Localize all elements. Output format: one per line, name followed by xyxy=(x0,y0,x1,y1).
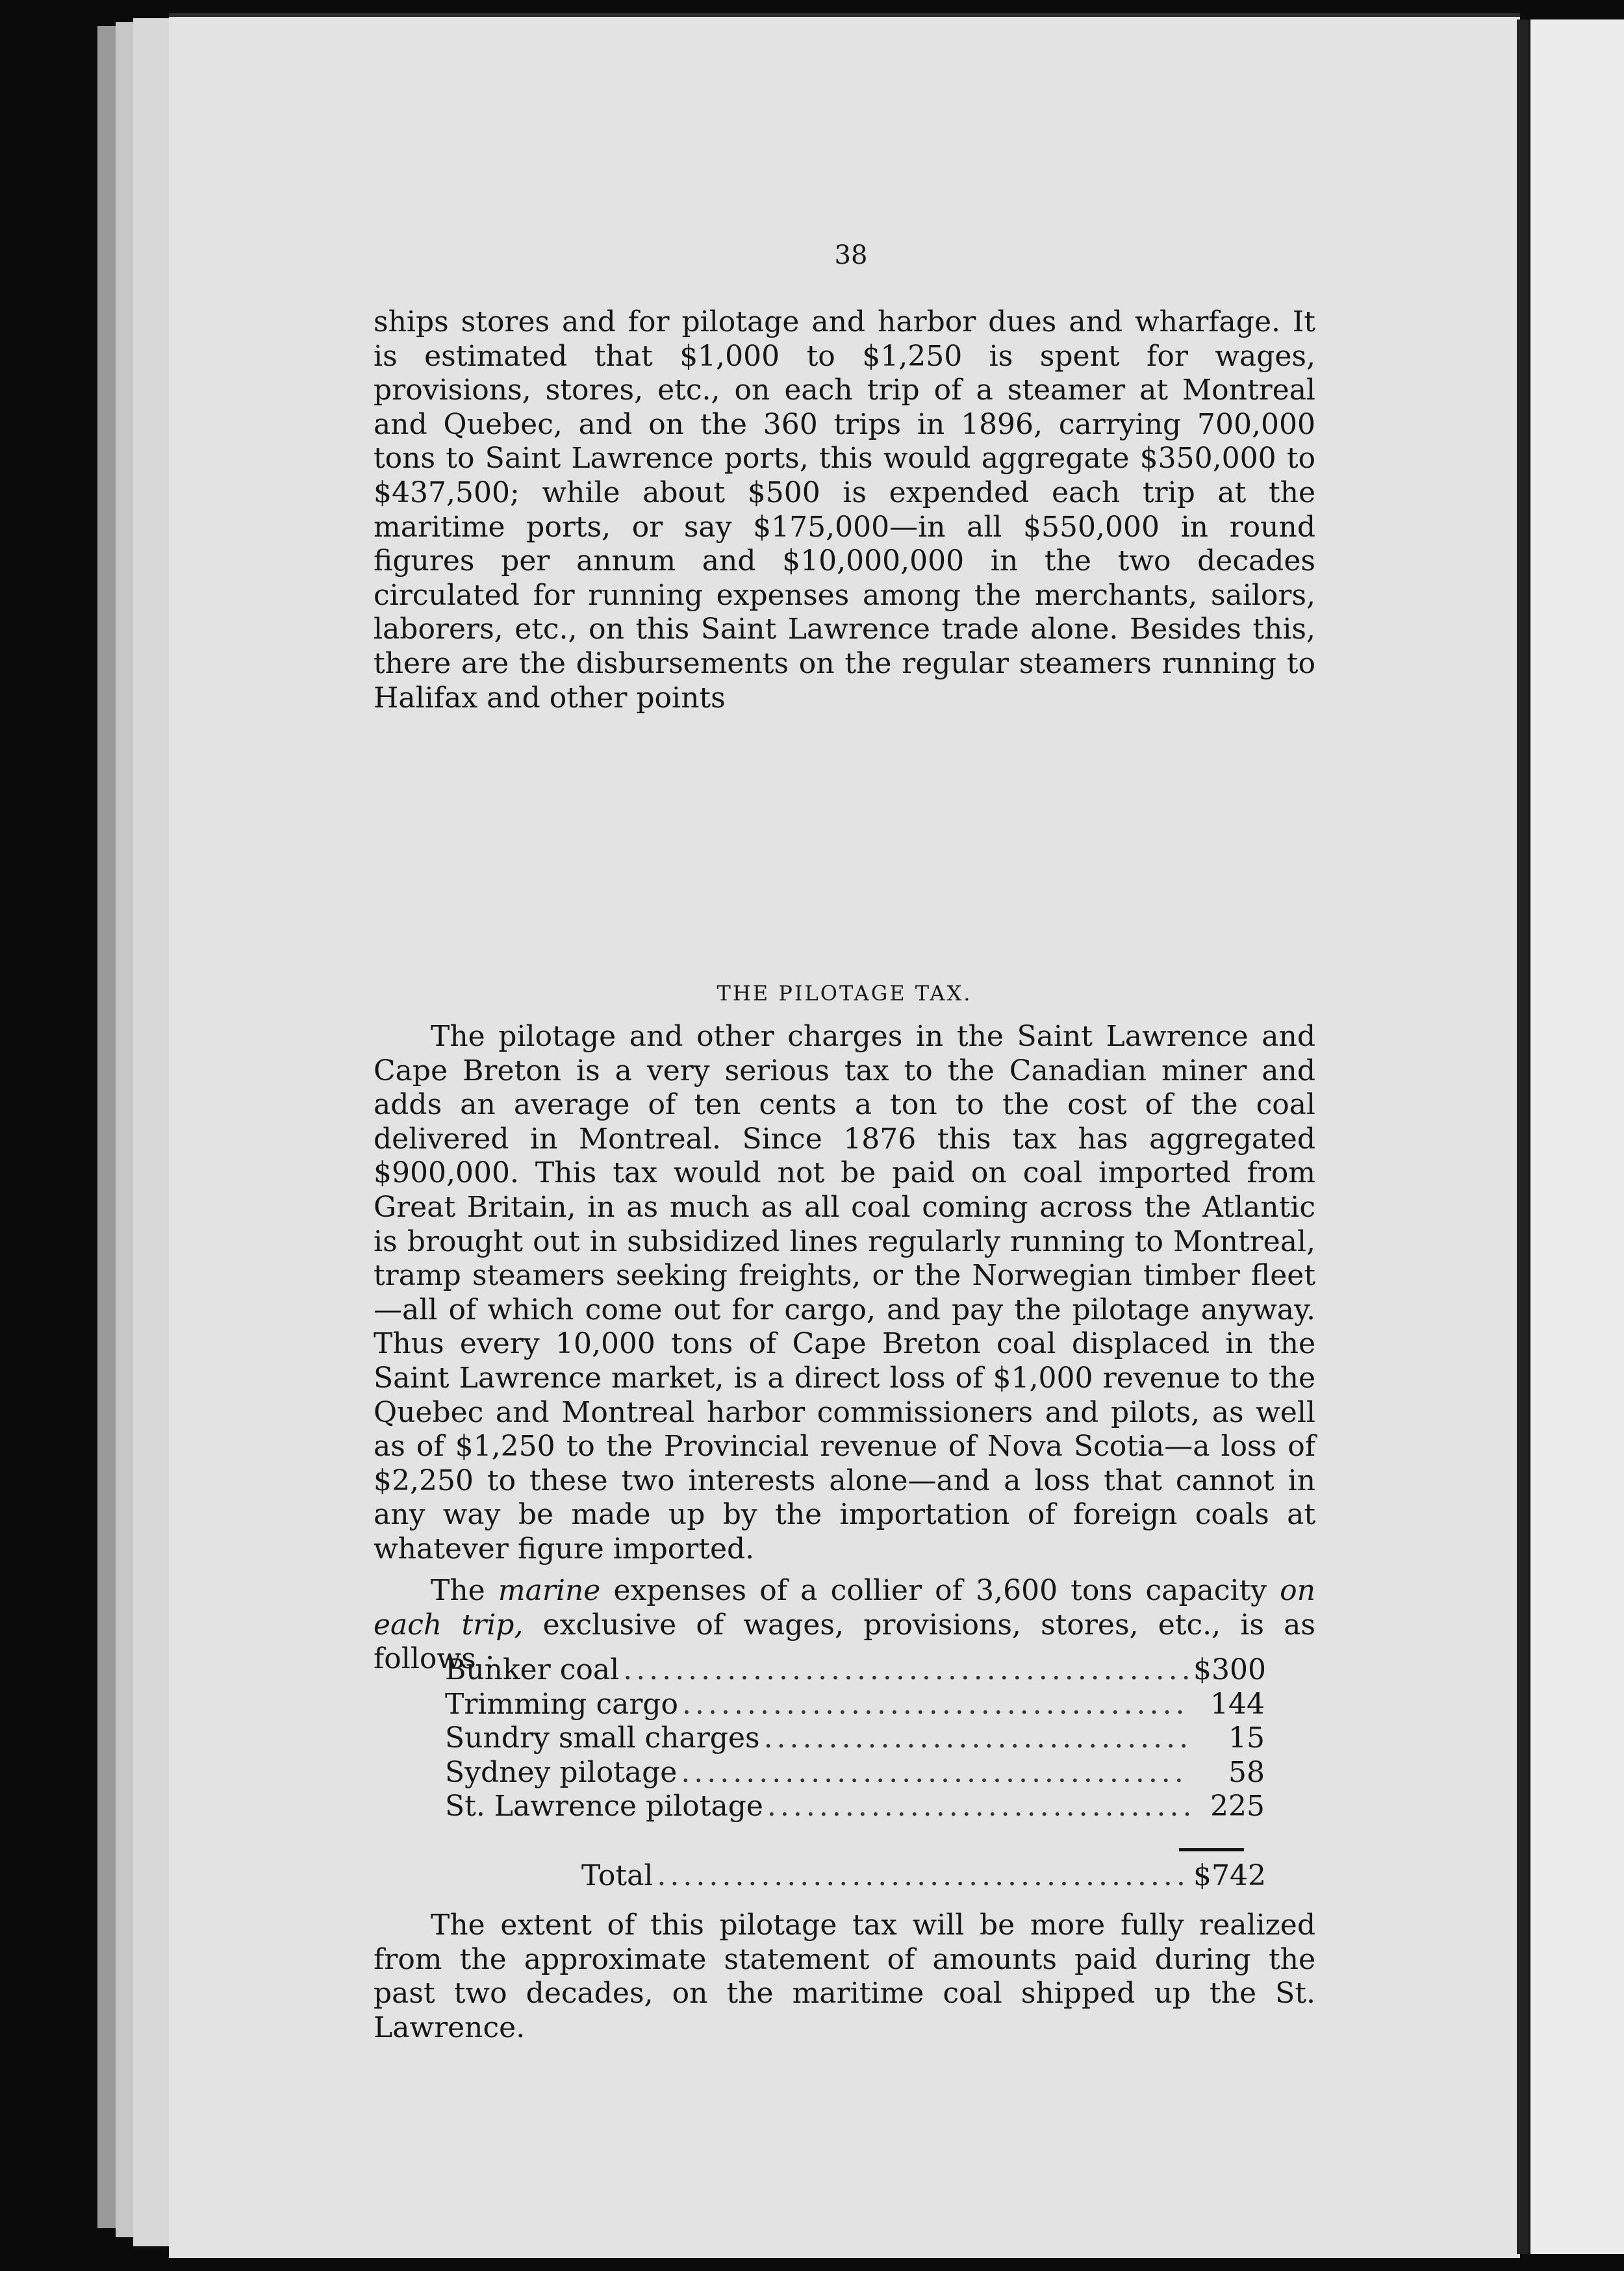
book-gutter xyxy=(1517,19,1529,2254)
leader-dots xyxy=(764,1721,1189,1756)
expense-row xyxy=(445,1721,1265,1756)
section-heading: THE PILOTAGE TAX. xyxy=(717,981,972,1006)
leader-dots xyxy=(682,1688,1189,1722)
expense-row xyxy=(445,1790,1265,1824)
marine-text-part: The xyxy=(431,1574,498,1607)
leader-dots xyxy=(681,1756,1189,1790)
marine-italic: marine xyxy=(498,1574,601,1607)
page-stack-edge xyxy=(133,18,171,2246)
total-amount: $742 xyxy=(1193,1859,1266,1892)
expense-amount: 15 xyxy=(1228,1721,1265,1755)
closing-paragraph: The extent of this pilotage tax will be more fully realized from the approximate statement of amounts paid during the past two decades, on the maritime coal shipped up the St. Lawrence. xyxy=(374,1909,1315,2044)
leader-dots xyxy=(623,1653,1189,1688)
page-number: 38 xyxy=(834,240,868,270)
marine-italic: on each trip, xyxy=(374,1574,1315,1642)
total-rule xyxy=(1179,1848,1244,1851)
expense-row xyxy=(445,1688,1265,1722)
expense-row xyxy=(445,1653,1265,1688)
total-label: Total xyxy=(581,1859,653,1892)
expense-label: Sundry small charges xyxy=(445,1721,760,1755)
leader-dots xyxy=(767,1790,1189,1824)
expense-amount: 225 xyxy=(1210,1790,1265,1823)
expense-list xyxy=(445,1653,1265,1824)
pilotage-paragraph: The pilotage and other charges in the Saint Lawrence and Cape Breton is a very serious tax to the Canadian miner and adds an average of ten cents a ton to the cost of the coal delivered in Montreal. Since 1876 this tax has aggregated $900,000. This tax would not be paid on coal imported from Great Britain, in as much as all coal coming across the Atlantic is brought out in subsidized lines regularly running to Montreal, tramp steamers seeking freights, or the Norwegian timber fleet—all of which come out for cargo, and pay the pilotage anyway. Thus every 10,000 tons of Cape Breton coal displaced in the Saint Lawrence market, is a direct loss of $1,000 revenue to the Quebec and Montreal harbor commissioners and pilots, as well as of $1,250 to the Provincial revenue of Nova Scotia—a loss of $2,250 to these two interests alone—and a loss that cannot in any way be made up by the importation of foreign coals at whatever figure imported. xyxy=(374,1020,1315,1566)
expense-label: St. Lawrence pilotage xyxy=(445,1790,763,1823)
marine-text-part: expenses of a collier of 3,600 tons capacity xyxy=(600,1574,1280,1607)
expense-label: Sydney pilotage xyxy=(445,1755,678,1789)
expense-row xyxy=(445,1756,1265,1790)
leader-dots xyxy=(657,1859,1189,1894)
expense-label: Bunker coal xyxy=(445,1653,620,1686)
expense-amount: 58 xyxy=(1228,1755,1265,1789)
expense-amount: $300 xyxy=(1193,1653,1266,1686)
opening-paragraph: ships stores and for pilotage and harbor dues and wharfage. It is estimated that $1,000 to $1,250 is spent for wages, provisions, stores, etc., on each trip of a steamer at Montreal and Quebec, and on the 360 trips in 1896, carrying 700,000 tons to Saint Lawrence ports, this would aggregate $350,000 to $437,500; while about $500 is expended each trip at the maritime ports, or say $175,000—in all $550,000 in round figures per annum and $10,000,000 in the two decades circulated for running expenses among the merchants, sailors, laborers, etc., on this Saint Lawrence trade alone. Besides this, there are the disbursements on the regular steamers running to Halifax and other points xyxy=(374,305,1315,715)
total-row xyxy=(581,1859,1265,1894)
expense-label: Trimming cargo xyxy=(445,1687,679,1721)
marine-text-part: exclusive of wages, provisions, stores, etc., is as follows : xyxy=(374,1608,1315,1676)
facing-page-edge xyxy=(1529,19,1624,2254)
expense-amount: 144 xyxy=(1210,1687,1265,1721)
